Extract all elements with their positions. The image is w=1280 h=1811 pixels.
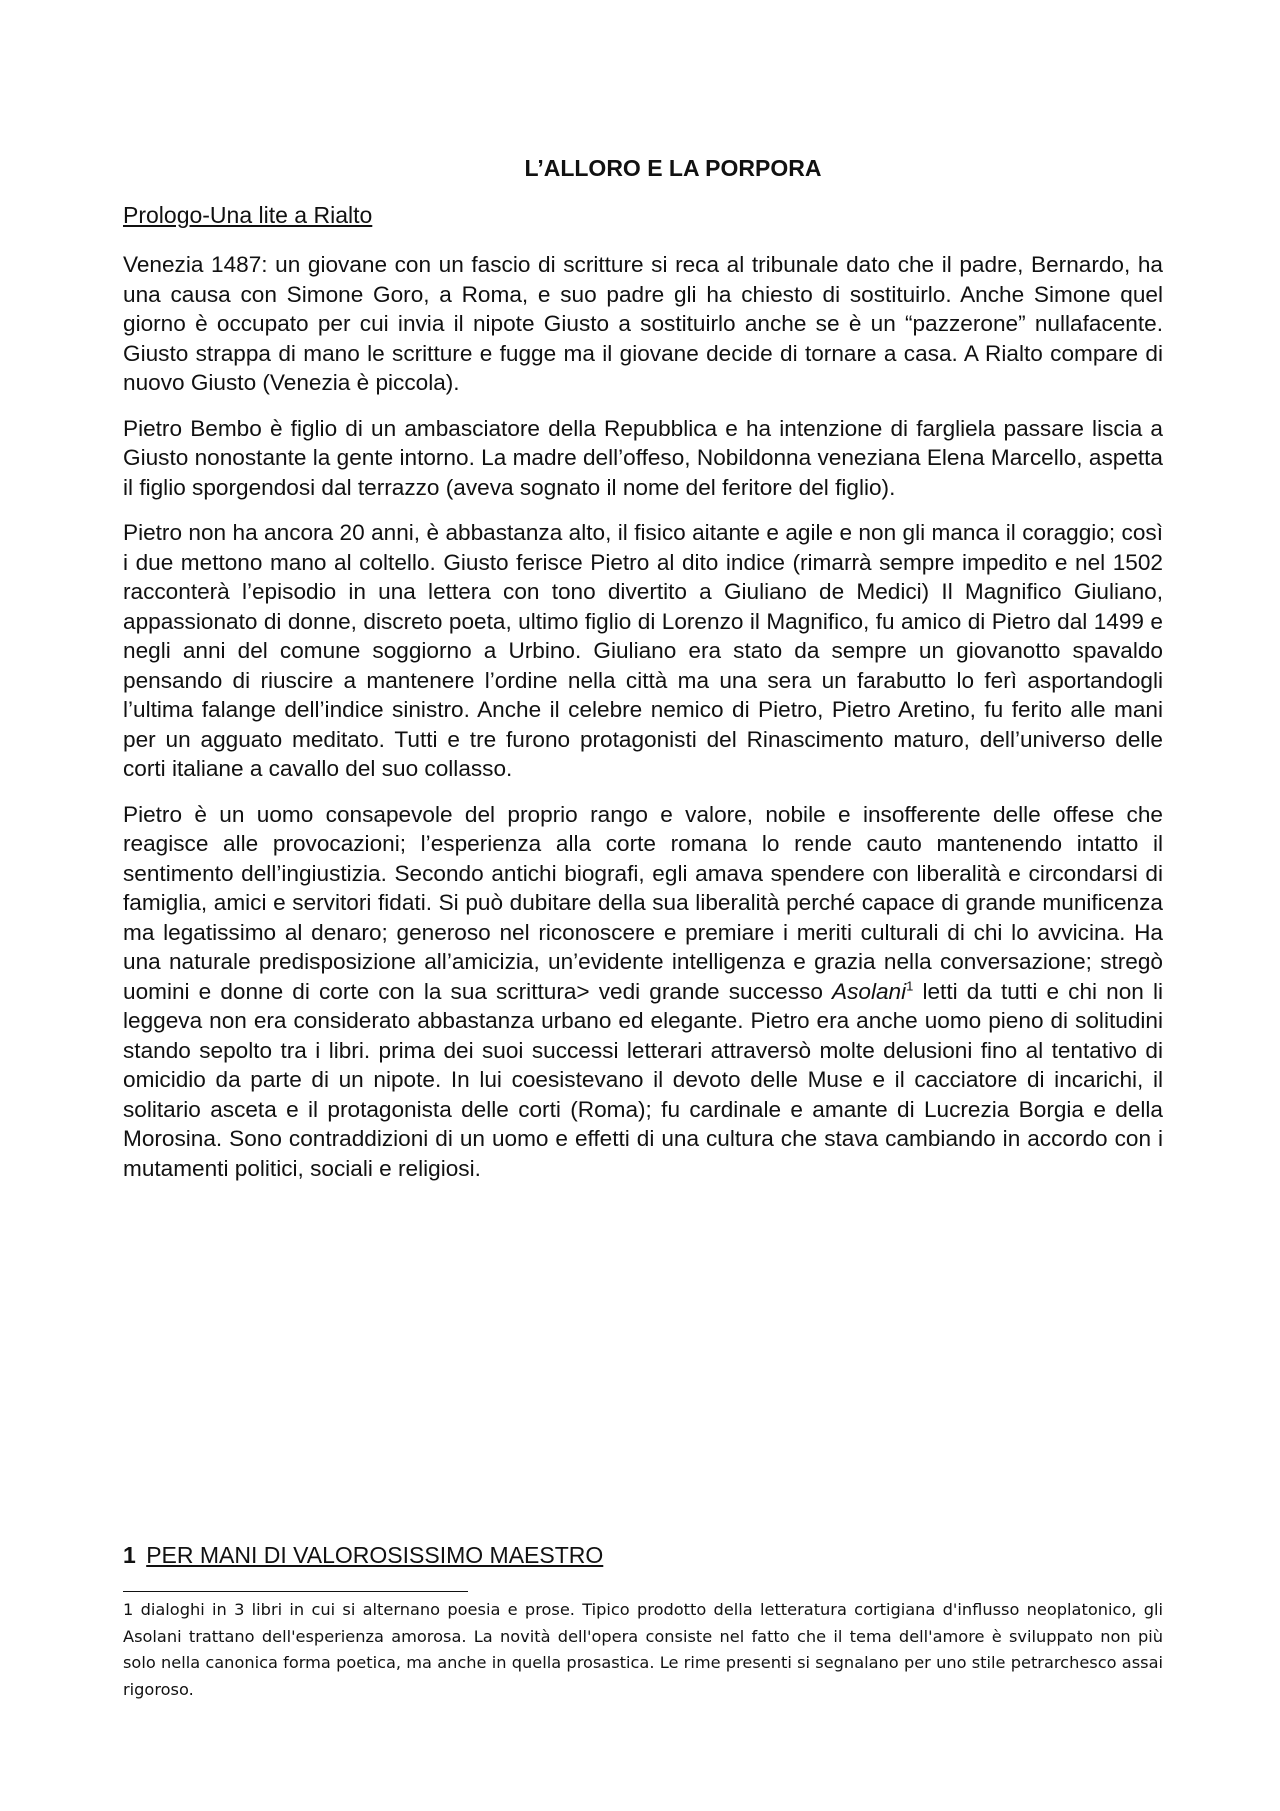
page-title: L’ALLORO E LA PORPORA [524, 155, 822, 181]
chapter-heading [123, 1540, 603, 1570]
footnote-reference[interactable]: 1 [906, 977, 914, 993]
chapter-number: 1 [123, 1542, 136, 1568]
chapter-title: PER MANI DI VALOROSISSIMO MAESTRO [146, 1542, 604, 1568]
document-body [123, 152, 1163, 1199]
footnote-separator [123, 1591, 468, 1592]
footnote: 1 dialoghi in 3 libri in cui si alternano poesia e prose. Tipico prodotto della letteratura cortigiana d'influsso neoplatonico, gli Asolani trattano dell'esperienza amorosa. La novità dell'opera consiste nel fatto che il tema dell'amore è sviluppato non più solo nella canonica forma poetica, ma anche in quella prosastica. Le rime presenti si segnalano per uno stile petrarchesco assai rigoroso. [123, 1600, 1163, 1699]
paragraph-text: letti da tutti e chi non li leggeva non era considerato abbastanza urbano ed elegante. Pietro era anche uomo pieno di solitudini stando sepolto tra i libri. prima dei suoi successi letterari attraversò molte delusioni fino al tentativo di omicidio da parte di un nipote. In lui coesistevano il devoto delle Muse e il cacciatore di incarichi, il solitario asceta e il protagonista delle corti (Roma); fu cardinale e amante di Lucrezia Borgia e della Morosina. Sono contraddizioni di un uomo e effetti di una cultura che stava cambiando in accordo con i mutamenti politici, sociali e religiosi. [123, 978, 1163, 1181]
paragraph-text: Pietro è un uomo consapevole del proprio rango e valore, nobile e insofferente delle offese che reagisce alle provocazioni; l’esperienza alla corte romana lo rende cauto mantenendo intatto il sentimento dell’ingiustizia. Secondo antichi biografi, egli amava spendere con liberalità e circondarsi di famiglia, amici e servitori fidati. Si può dubitare della sua liberalità perché capace di grande munificenza ma legatissimo al denaro; generoso nel riconoscere e premiare i meriti culturali di chi lo avvicina. Ha una naturale predisposizione all’amicizia, un’evidente intelligenza e grazia nella conversazione; stregò uomini e donne di corte con la sua scrittura> vedi grande successo [123, 801, 1163, 1004]
paragraph [123, 800, 1163, 1184]
work-title-italic: Asolani [832, 978, 907, 1004]
section-subtitle: Prologo-Una lite a Rialto [123, 202, 373, 228]
paragraph: Pietro Bembo è figlio di un ambasciatore della Repubblica e ha intenzione di fargliela passare liscia a Giusto nonostante la gente intorno. La madre dell’offeso, Nobildonna veneziana Elena Marcello, aspetta il figlio sporgendosi dal terrazzo (aveva sognato il nome del feritore del figlio). [123, 415, 1163, 500]
paragraph: Venezia 1487: un giovane con un fascio di scritture si reca al tribunale dato che il padre, Bernardo, ha una causa con Simone Goro, a Roma, e suo padre gli ha chiesto di sostituirlo. Anche Simone quel giorno è occupato per cui invia il nipote Giusto a sostituirlo anche se è un “pazzerone” nullafacente. Giusto strappa di mano le scritture e fugge ma il giovane decide di tornare a casa. A Rialto compare di nuovo Giusto (Venezia è piccola). [123, 252, 1163, 395]
paragraph: Pietro non ha ancora 20 anni, è abbastanza alto, il fisico aitante e agile e non gli manca il coraggio; così i due mettono mano al coltello. Giusto ferisce Pietro al dito indice (rimarrà sempre impedito e nel 1502 racconterà l’episodio in una lettera con tono divertito a Giuliano de Medici) Il Magnifico Giuliano, appassionato di donne, discreto poeta, ultimo figlio di Lorenzo il Magnifico, fu amico di Pietro dal 1499 e negli anni del comune soggiorno a Urbino. Giuliano era stato da sempre un giovanotto spavaldo pensando di riuscire a mantenere l’ordine nella città ma una sera un farabutto lo ferì asportandogli l’ultima falange dell’indice sinistro. Anche il celebre nemico di Pietro, Pietro Aretino, fu ferito alle mani per un agguato meditato. Tutti e tre furono protagonisti del Rinascimento maturo, dell’universo delle corti italiane a cavallo del suo collasso. [123, 520, 1163, 781]
